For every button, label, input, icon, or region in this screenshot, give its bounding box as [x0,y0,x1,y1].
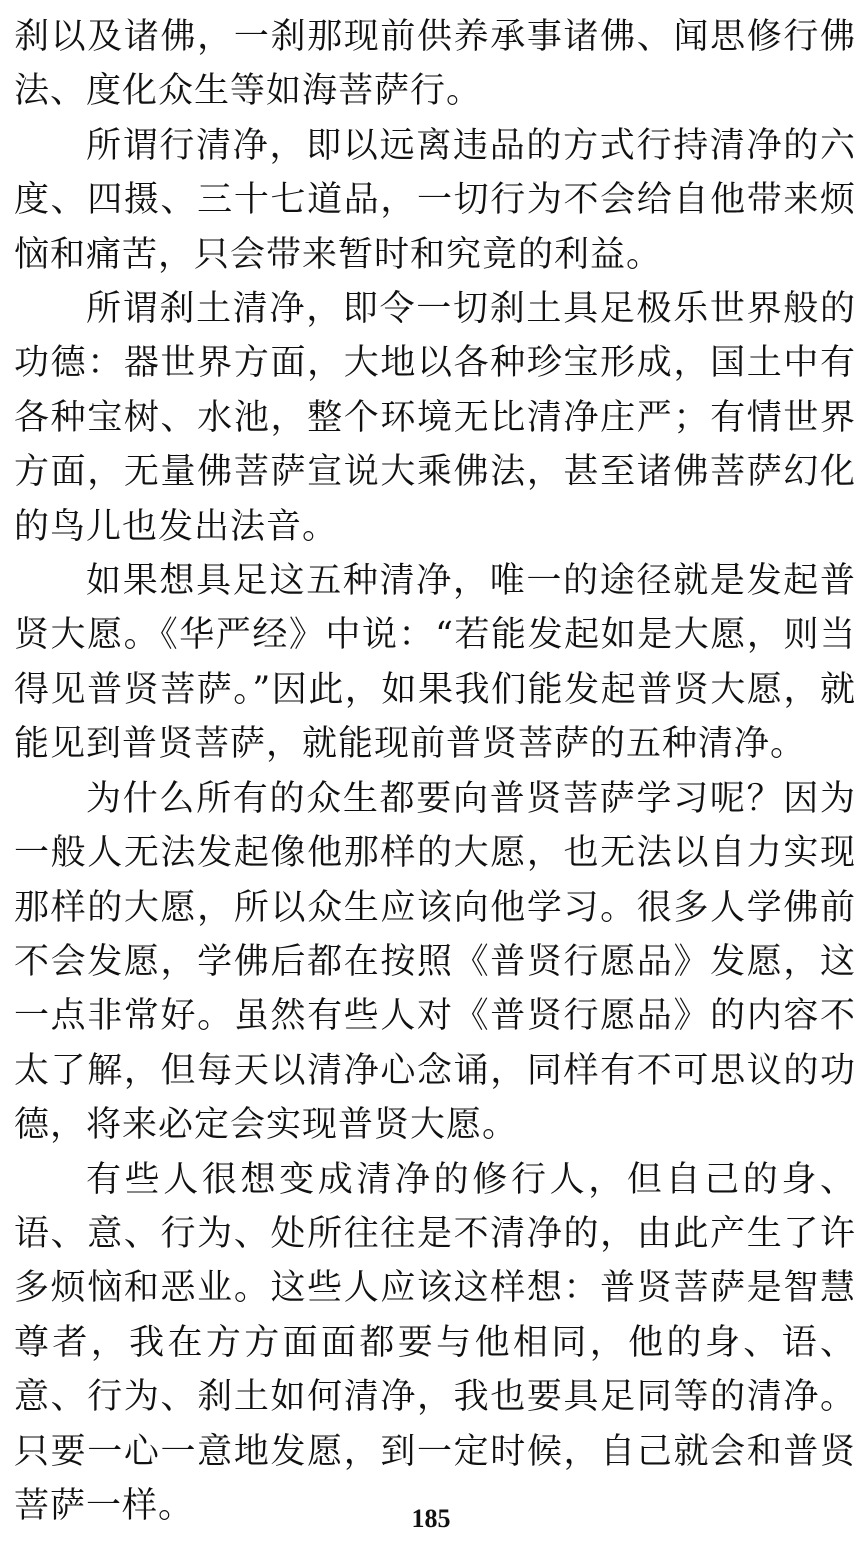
paragraph-why-learn: 为什么所有的众生都要向普贤菩萨学习呢？因为一般人无法发起像他那样的大愿，也无法以自力实现那样的大愿，所以众生应该向他学习。很多人学佛前不会发愿，学佛后都在按照《普贤行愿品》发愿，这一点非常好。虽然有些人对《普贤行愿品》的内容不太了解，但每天以清净心念诵，同样有不可思议的功德，将来必定会实现普贤大愿。 [14,778,856,1146]
page-body [14,10,856,1533]
paragraph-conduct-purity: 所谓行清净，即以远离违品的方式行持清净的六度、四摄、三十七道品，一切行为不会给自他带来烦恼和痛苦，只会带来暂时和究竟的利益。 [14,125,856,275]
page-number: 185 [411,1504,451,1533]
paragraph-realm-purity: 所谓刹土清净，即令一切刹土具足极乐世界般的功德：器世界方面，大地以各种珍宝形成，国土中有各种宝树、水池，整个环境无比清净庄严；有情世界方面，无量佛菩萨宣说大乘佛法，甚至诸佛菩萨幻化的鸟儿也发出法音。 [14,289,856,547]
paragraph-pure-practitioner: 有些人很想变成清净的修行人，但自己的身、语、意、行为、处所往往是不清净的，由此产生了许多烦恼和恶业。这些人应该这样想：普贤菩萨是智慧尊者，我在方方面面都要与他相同，他的身、语、意、行为、刹土如何清净，我也要具足同等的清净。只要一心一意地发愿，到一定时候，自己就会和普贤菩萨一样。 [14,1159,856,1526]
paragraph-samantabhadra-vow: 如果想具足这五种清净，唯一的途径就是发起普贤大愿。《华严经》中说：“若能发起如是大愿，则当得见普贤菩萨。”因此，如果我们能发起普贤大愿，就能见到普贤菩萨，就能现前普贤菩萨的五种清净。 [14,561,856,765]
paragraph-continuation: 刹以及诸佛，一刹那现前供养承事诸佛、闻思修行佛法、度化众生等如海菩萨行。 [14,17,856,112]
